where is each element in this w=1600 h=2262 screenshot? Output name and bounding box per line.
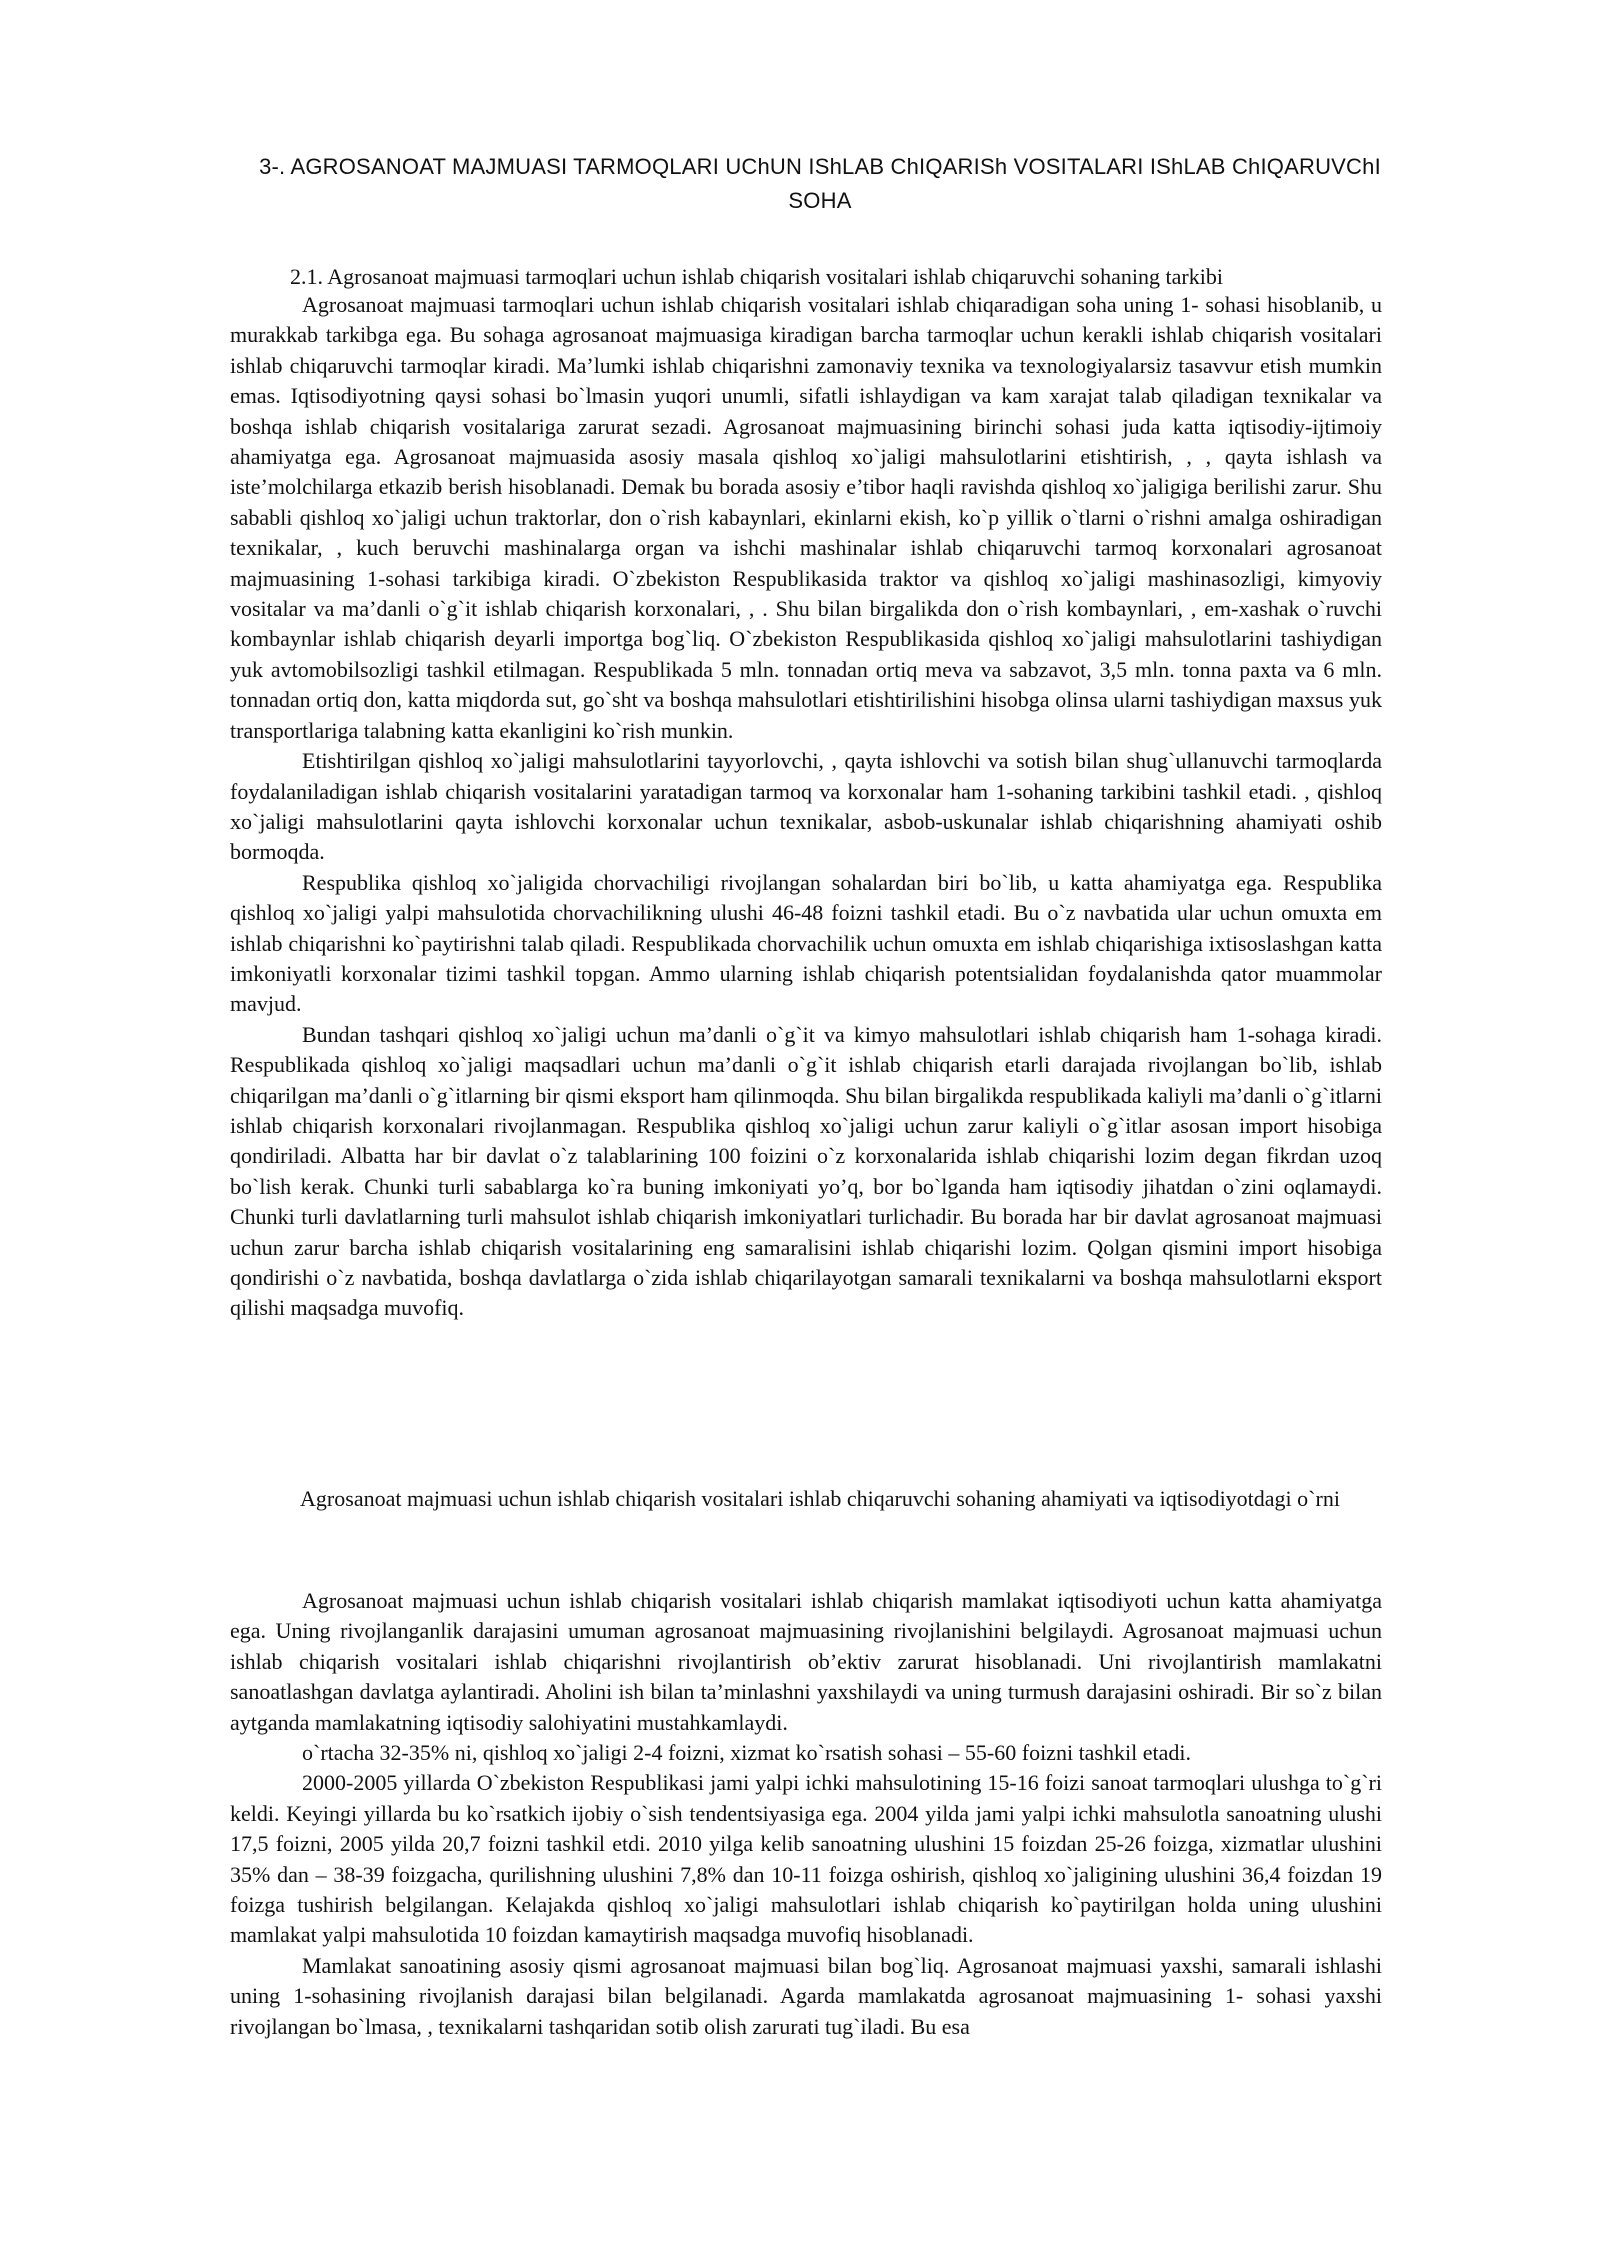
subheading: Agrosanoat majmuasi uchun ishlab chiqarish vositalari ishlab chiqaruvchi sohaning ahamiyati va iqtisodiyotdagi o`rni xyxy=(300,1486,1340,1511)
paragraph: Agrosanoat majmuasi tarmoqlari uchun ishlab chiqarish vositalari ishlab chiqaradigan soha uning 1- sohasi hisoblanib, u murakkab tarkibga ega. Bu sohaga agrosanoat majmuasiga kiradigan barcha tarmoqlar uchun kerakli ishlab chiqarish vositalari ishlab chiqaruvchi tarmoqlar kiradi. Ma’lumki ishlab chiqarishni zamonaviy texnika va texnologiyalarsiz tasavvur etish mumkin emas. Iqtisodiyotning qaysi sohasi bo`lmasin yuqori unumli, sifatli ishlaydigan va kam xarajat talab qiladigan texnikalar va boshqa ishlab chiqarish vositalariga zarurat sezadi. Agrosanoat majmuasining birinchi sohasi juda katta iqtisodiy-ijtimoiy ahamiyatga ega. Agrosanoat majmuasida asosiy masala qishloq xo`jaligi mahsulotlarini etishtirish, , , qayta ishlash va iste’molchilarga etkazib berish hisoblanadi. Demak bu borada asosiy e’tibor haqli ravishda qishloq xo`jaligiga berilishi zarur. Shu sababli qishloq xo`jaligi uchun traktorlar, don o`rish kabaynlari, ekinlarni ekish, ko`p yillik o`tlarni o`rishni amalga oshiradigan texnikalar, , kuch beruvchi mashinalarga organ va ishchi mashinalar ishlab chiqaruvchi tarmoq korxonalari agrosanoat majmuasining 1-sohasi tarkibiga kiradi. O`zbekiston Respublikasida traktor va qishloq xo`jaligi mashinasozligi, kimyoviy vositalar va ma’danli o`g`it ishlab chiqarish korxonalari, , . Shu bilan birgalikda don o`rish kombaynlari, , em-xashak o`ruvchi kombaynlar ishlab chiqarish deyarli importga bog`liq. O`zbekiston Respublikasida qishloq xo`jaligi mahsulotlarini tashiydigan yuk avtomobilsozligi tashkil etilmagan. Respublikada 5 mln. tonnadan ortiq meva va sabzavot, 3,5 mln. tonna paxta va 6 mln. tonnadan ortiq don, katta miqdorda sut, go`sht va boshqa mahsulotlari etishtirilishini hisobga olinsa ularni tashiydigan maxsus yuk transportlariga talabning katta ekanligini ko`rish munkin. xyxy=(230,292,1382,743)
paragraph: o`rtacha 32-35% ni, qishloq xo`jaligi 2-4 foizni, xizmat ko`rsatish sohasi – 55-60 foizni tashkil etadi. xyxy=(302,1740,1191,1766)
section-heading: 2.1. Agrosanoat majmuasi tarmoqlari uchun ishlab chiqarish vositalari ishlab chiqaruvchi sohaning tarkibi xyxy=(290,264,1223,289)
body-text-part1 xyxy=(230,290,1382,1324)
paragraph: Etishtirilgan qishloq xo`jaligi mahsulotlarini tayyorlovchi, , qayta ishlovchi va sotish bilan shug`ullanuvchi tarmoqlarda foydalaniladigan ishlab chiqarish vositalarini yaratadigan tarmoq va korxonalar ham 1-sohaning tarkibini tashkil etadi. , qishloq xo`jaligi mahsulotlarini qayta ishlovchi korxonalar uchun texnikalar, asbob-uskunalar ishlab chiqarishning ahamiyati oshib bormoqda. xyxy=(230,748,1382,865)
paragraph: 2000-2005 yillarda O`zbekiston Respublikasi jami yalpi ichki mahsulotining 15-16 foizi sanoat tarmoqlari ulushga to`g`ri keldi. Keyingi yillarda bu ko`rsatkich ijobiy o`sish tendentsiyasiga ega. 2004 yilda jami yalpi ichki mahsulotla sanoatning ulushi 17,5 foizni, 2005 yilda 20,7 foizni tashkil etdi. 2010 yilga kelib sanoatning ulushini 15 foizdan 25-26 foizga, xizmatlar ulushini 35% dan – 38-39 foizgacha, qurilishning ulushini 7,8% dan 10-11 foizga oshirish, qishloq xo`jaligining ulushini 36,4 foizdan 19 foizga tushirish belgilangan. Kelajakda qishloq xo`jaligi mahsulotlari ishlab chiqarish ko`paytirilgan holda uning ulushini mamlakat yalpi mahsulotida 10 foizdan kamaytirish maqsadga muvofiq hisoblanadi. xyxy=(230,1770,1382,1948)
paragraph: Respublika qishloq xo`jaligida chorvachiligi rivojlangan sohalardan biri bo`lib, u katta ahamiyatga ega. Respublika qishloq xo`jaligi yalpi mahsulotida chorvachilikning ulushi 46-48 foizni tashkil etadi. Bu o`z navbatida ular uchun omuxta em ishlab chiqarishni ko`paytirishni talab qiladi. Respublikada chorvachilik uchun omuxta em ishlab chiqarishiga ixtisoslashgan katta imkoniyatli korxonalar tizimi tashkil topgan. Ammo ularning ishlab chiqarish potentsialidan foydalanishda qator muammolar mavjud. xyxy=(230,869,1382,1017)
document-title: 3-. AGROSANOAT MAJMUASI TARMOQLARI UChUN IShLAB ChIQARISh VOSITALARI IShLAB ChIQARUVChI SOHA xyxy=(259,154,1381,213)
paragraph: Mamlakat sanoatining asosiy qismi agrosanoat majmuasi bilan bog`liq. Agrosanoat majmuasi yaxshi, samarali ishlashi uning 1-sohasining rivojlanish darajasi bilan belgilanadi. Agarda mamlakatda agrosanoat majmuasining 1- sohasi yaxshi rivojlangan bo`lmasa, , texnikalarni tashqaridan sotib olish zarurati tug`iladi. Bu esa xyxy=(230,1952,1382,2039)
paragraph: Bundan tashqari qishloq xo`jaligi uchun ma’danli o`g`it va kimyo mahsulotlari ishlab chiqarish ham 1-sohaga kiradi. Respublikada qishloq xo`jaligi maqsadlari uchun ma’danli o`g`it ishlab chiqarish etarli darajada rivojlangan bo`lib, ishlab chiqarilgan ma’danli o`g`itlarning bir qismi eksport ham qilinmoqda. Shu bilan birgalikda respublikada kaliyli ma’danli o`g`itlarni ishlab chiqarish korxonalari rivojlanmagan. Respublika qishloq xo`jaligi uchun zarur kaliyli o`g`itlar asosan import hisobiga qondiriladi. Albatta har bir davlat o`z talablarining 100 foizini o`z korxonalarida ishlab chiqarishi lozim degan fikrdan uzoq bo`lish kerak. Chunki turli sabablarga ko`ra buning imkoniyati yo’q, bor bo`lganda ham iqtisodiy jihatdan o`zini oqlamaydi. Chunki turli davlatlarning turli mahsulot ishlab chiqarish imkoniyatlari turlichadir. Bu borada har bir davlat agrosanoat majmuasi uchun zarur barcha ishlab chiqarish vositalarining eng samaralisini ishlab chiqarishi lozim. Qolgan qismini import hisobiga qondirishi o`z navbatida, boshqa davlatlarga o`zida ishlab chiqarilayotgan samarali texnikalarni va boshqa mahsulotlarni eksport qilishi maqsadga muvofiq. xyxy=(230,1021,1382,1321)
body-text-part2 xyxy=(230,1586,1382,2042)
paragraph: Agrosanoat majmuasi uchun ishlab chiqarish vositalari ishlab chiqarish mamlakat iqtisodiyoti uchun katta ahamiyatga ega. Uning rivojlanganlik darajasini umuman agrosanoat majmuasining rivojlanishini belgilaydi. Agrosanoat majmuasi uchun ishlab chiqarish vositalari ishlab chiqarishni rivojlantirish ob’ektiv zarurat hisoblanadi. Uni rivojlantirish mamlakatni sanoatlashgan davlatga aylantiradi. Aholini ish bilan ta’minlashni yaxshilaydi va uning turmush darajasini oshiradi. Bir so`z bilan aytganda mamlakatning iqtisodiy salohiyatini mustahkamlaydi. xyxy=(230,1588,1382,1735)
